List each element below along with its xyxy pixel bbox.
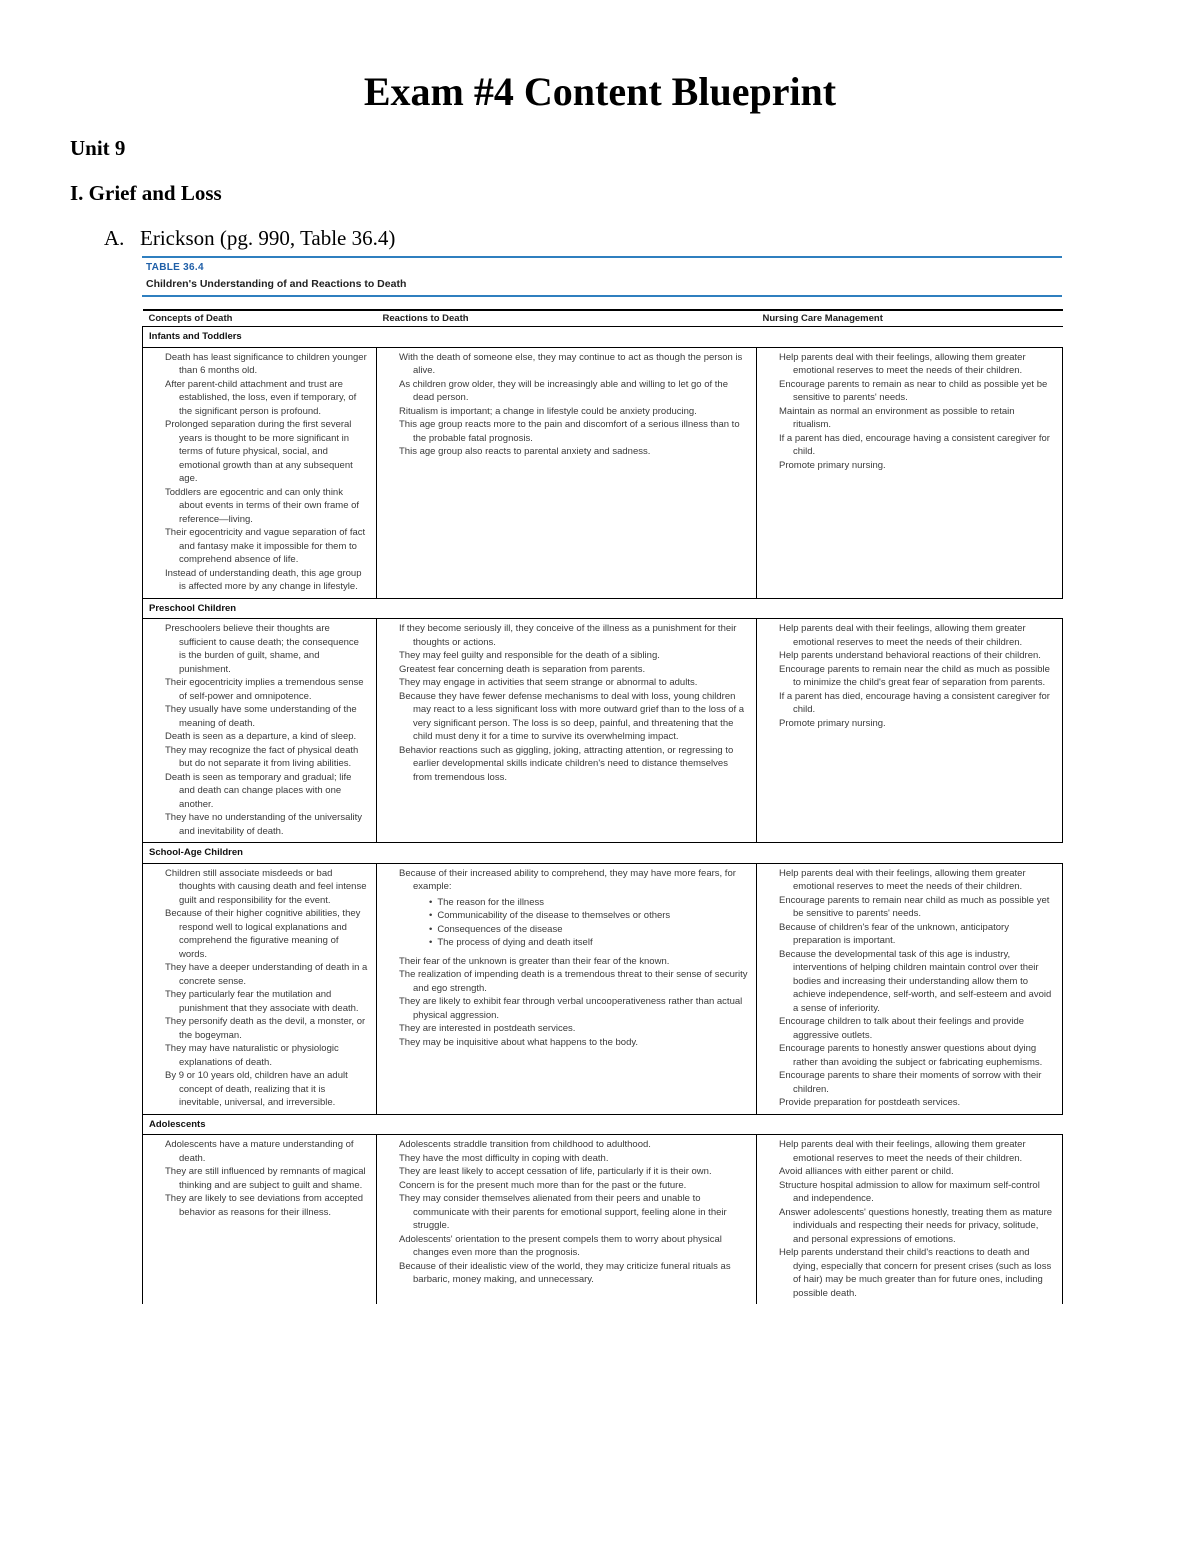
cell-text: Concern is for the present much more than for the past or the future. bbox=[399, 1179, 687, 1191]
cell-text: Preschoolers believe their thoughts are sufficient to cause death; the consequence is the burden of guilt, shame, and punishment. bbox=[165, 623, 359, 675]
cell-text: If a parent has died, encourage having a consistent caregiver for child. bbox=[779, 690, 1050, 715]
cell-text: Help parents understand behavioral reactions of their children. bbox=[779, 650, 1041, 661]
group-row-infants-and-toddlers bbox=[143, 327, 1063, 348]
cell-reactions bbox=[377, 619, 757, 843]
cell-text: Encourage parents to share their moments of sorrow with their children. bbox=[779, 1070, 1042, 1095]
cell-text: Toddlers are egocentric and can only think about events in terms of their own frame of reference—living. bbox=[165, 486, 360, 525]
document-title: Exam #4 Content Blueprint bbox=[363, 69, 837, 114]
cell-text: They usually have some understanding of the meaning of death. bbox=[165, 704, 357, 729]
cell-text: They are likely to see deviations from accepted behavior as reasons for their illness. bbox=[165, 1193, 364, 1218]
cell-text: Adolescents straddle transition from childhood to adulthood. bbox=[399, 1139, 651, 1150]
subsection-heading bbox=[104, 226, 395, 251]
cell-text: Instead of understanding death, this age group is affected more by any change in lifestyle. bbox=[165, 567, 362, 592]
cell-nursing bbox=[757, 619, 1063, 843]
cell-text: Answer adolescents' questions honestly, treating them as mature individuals and respecting their needs for privacy, solitude, and personal expressions of emotions. bbox=[779, 1206, 1053, 1245]
cell-text: Adolescents have a mature understanding of death. bbox=[165, 1139, 354, 1164]
cell-text: If a parent has died, encourage having a consistent caregiver for child. bbox=[779, 432, 1050, 457]
cell-nursing bbox=[757, 347, 1063, 598]
cell-text: They may feel guilty and responsible for the death of a sibling. bbox=[399, 650, 660, 661]
table-header-block bbox=[142, 256, 1062, 297]
group-row-adolescents bbox=[143, 1114, 1063, 1135]
cell-reactions bbox=[377, 347, 757, 598]
cell-text: Help parents deal with their feelings, allowing them greater emotional reserves to meet the needs of their children. bbox=[779, 1139, 1026, 1164]
cell-text: Encourage parents to honestly answer questions about dying rather than avoiding the subject or fabricating euphemisms. bbox=[779, 1043, 1043, 1068]
cell-text: This age group reacts more to the pain and discomfort of a serious illness than to the probable fatal prognosis. bbox=[399, 419, 740, 444]
cell-text: They have the most difficulty in coping with death. bbox=[399, 1152, 609, 1164]
cell-text: Behavior reactions such as giggling, joking, attracting attention, or regressing to earlier developmental skills indicate children's need to distance themselves from tremendous loss. bbox=[399, 744, 734, 783]
cell-reactions bbox=[377, 1135, 757, 1305]
table-label: TABLE 36.4 bbox=[146, 262, 204, 273]
cell-text: Ritualism is important; a change in lifestyle could be anxiety producing. bbox=[399, 405, 697, 417]
subsection-text: Erickson (pg. 990, Table 36.4) bbox=[140, 226, 396, 250]
cell-nursing bbox=[757, 1135, 1063, 1305]
cell-text: Because the developmental task of this age is industry, interventions of helping children maintain control over their bodies and increasing their understanding allow them to achieve independence, self-worth, and self-esteem and avoid a sense of inferiority. bbox=[779, 948, 1052, 1014]
cell-text: They are likely to exhibit fear through verbal uncooperativeness rather than actual physical aggression. bbox=[399, 996, 743, 1021]
cell-text: They are interested in postdeath services. bbox=[399, 1023, 576, 1034]
bullet-item: • The process of dying and death itself bbox=[429, 936, 748, 950]
subsection-marker: A. bbox=[104, 226, 125, 250]
cell-text: Help parents deal with their feelings, allowing them greater emotional reserves to meet the needs of their children. bbox=[779, 623, 1026, 648]
cell-text: Because of children's fear of the unknown, anticipatory preparation is important. bbox=[779, 921, 1009, 946]
cell-text: Encourage parents to remain near child as much as possible yet be sensitive to parents' needs. bbox=[779, 894, 1050, 919]
cell-text: This age group also reacts to parental anxiety and sadness. bbox=[399, 446, 651, 457]
cell-text: Promote primary nursing. bbox=[779, 717, 886, 729]
group-label: Infants and Toddlers bbox=[143, 327, 1063, 348]
table-row bbox=[143, 1135, 1063, 1305]
group-row-school-age-children bbox=[143, 843, 1063, 864]
cell-text: They may have naturalistic or physiologic explanations of death. bbox=[165, 1043, 339, 1068]
group-label: Preschool Children bbox=[143, 598, 1063, 619]
cell-text: Because of their higher cognitive abilities, they respond well to logical explanations and comprehend the figurative meaning of words. bbox=[165, 908, 361, 960]
table-header-row bbox=[143, 310, 1063, 327]
bullet-item: • Communicability of the disease to themselves or others bbox=[429, 909, 748, 923]
bullet-item: • Consequences of the disease bbox=[429, 923, 748, 937]
bullet-list bbox=[429, 896, 748, 950]
cell-text: Their egocentricity implies a tremendous sense of self-power and omnipotence. bbox=[165, 677, 364, 702]
cell-nursing bbox=[757, 863, 1063, 1114]
cell-concepts bbox=[143, 347, 377, 598]
cell-text: Help parents deal with their feelings, allowing them greater emotional reserves to meet the needs of their children. bbox=[779, 867, 1026, 892]
cell-text: Because of their increased ability to comprehend, they may have more fears, for example: bbox=[399, 867, 736, 892]
cell-text: With the death of someone else, they may continue to act as though the person is alive. bbox=[399, 351, 743, 376]
table-caption: Children's Understanding of and Reactions to Death bbox=[146, 278, 407, 290]
cell-text: They are still influenced by remnants of magical thinking and are subject to guilt and shame. bbox=[165, 1166, 366, 1191]
cell-text: By 9 or 10 years old, children have an adult concept of death, realizing that it is inevitable, universal, and irreversible. bbox=[165, 1070, 348, 1108]
cell-text: Encourage children to talk about their feelings and provide aggressive outlets. bbox=[779, 1016, 1025, 1041]
table-row bbox=[143, 347, 1063, 598]
column-header-reactions: Reactions to Death bbox=[377, 310, 757, 327]
cell-concepts bbox=[143, 619, 377, 843]
cell-text: Avoid alliances with either parent or child. bbox=[779, 1166, 954, 1177]
cell-concepts bbox=[143, 1135, 377, 1305]
cell-text: Death is seen as temporary and gradual; life and death can change places with one another. bbox=[165, 771, 352, 810]
cell-text: They have a deeper understanding of death in a concrete sense. bbox=[165, 962, 368, 987]
cell-text: Greatest fear concerning death is separation from parents. bbox=[399, 663, 646, 675]
table-body bbox=[143, 327, 1063, 1305]
cell-text: Promote primary nursing. bbox=[779, 459, 886, 471]
cell-text: They may consider themselves alienated from their peers and unable to communicate with their parents for emotional support, feeling alone in their struggle. bbox=[399, 1193, 727, 1231]
cell-text: Because of their idealistic view of the world, they may criticize funeral rituals as barbaric, money making, and unnecessary. bbox=[399, 1260, 731, 1285]
cell-text: Help parents understand their child's reactions to death and dying, especially that concern for present crises (such as loss of hair) may be much greater than for future ones, including possible death. bbox=[779, 1247, 1052, 1299]
cell-text: Adolescents' orientation to the present compels them to worry about physical changes even more than the prognosis. bbox=[399, 1233, 722, 1258]
group-row-preschool-children bbox=[143, 598, 1063, 619]
cell-text: As children grow older, they will be increasingly able and willing to let go of the dead person. bbox=[399, 378, 728, 403]
cell-text: Their egocentricity and vague separation of fact and fantasy make it impossible for them to comprehend absence of life. bbox=[165, 527, 366, 565]
group-label: School-Age Children bbox=[143, 843, 1063, 864]
cell-text: Maintain as normal an environment as possible to retain ritualism. bbox=[779, 405, 1015, 430]
cell-text: Death is seen as a departure, a kind of sleep. bbox=[165, 731, 357, 742]
cell-text: They particularly fear the mutilation and punishment that they associate with death. bbox=[165, 989, 359, 1014]
cell-text: If they become seriously ill, they conceive of the illness as a punishment for their thoughts or actions. bbox=[399, 623, 737, 648]
cell-text: Death has least significance to children younger than 6 months old. bbox=[165, 351, 367, 376]
table-row bbox=[143, 863, 1063, 1114]
cell-text: After parent-child attachment and trust are established, the loss, even if temporary, of the significant person is profound. bbox=[165, 378, 357, 417]
cell-text: Help parents deal with their feelings, allowing them greater emotional reserves to meet the needs of their children. bbox=[779, 351, 1026, 376]
cell-text: Prolonged separation during the first several years is thought to be more significant in terms of future physical, social, and emotional growth than at any subsequent age. bbox=[165, 419, 353, 484]
cell-text: They are least likely to accept cessation of life, particularly if it is their own. bbox=[399, 1166, 712, 1177]
cell-text: Encourage parents to remain near the child as much as possible to minimize the child's great fear of separation from parents. bbox=[779, 663, 1050, 688]
cell-text: They may be inquisitive about what happens to the body. bbox=[399, 1036, 639, 1048]
group-label: Adolescents bbox=[143, 1114, 1063, 1135]
unit-heading: Unit 9 bbox=[70, 136, 126, 160]
column-header-concepts: Concepts of Death bbox=[143, 310, 377, 327]
death-reactions-table bbox=[142, 309, 1063, 1304]
section-heading: I. Grief and Loss bbox=[70, 181, 222, 205]
bullet-item: • The reason for the illness bbox=[429, 896, 748, 910]
cell-text: Because they have fewer defense mechanisms to deal with loss, young children may react to a less significant loss with more outward grief than to the loss of a very significant person. The loss is so deep, painful, and threatening that the child must deny it for a time to survive its overwhelming impact. bbox=[399, 690, 745, 742]
cell-reactions bbox=[377, 863, 757, 1114]
cell-text: Provide preparation for postdeath services. bbox=[779, 1097, 961, 1108]
cell-text: Children still associate misdeeds or bad thoughts with causing death and feel intense guilt and responsibility for the event. bbox=[165, 867, 367, 906]
cell-text: They may recognize the fact of physical death but do not separate it from living abilities. bbox=[165, 744, 359, 769]
table-row bbox=[143, 619, 1063, 843]
cell-text: Their fear of the unknown is greater than their fear of the known. bbox=[399, 955, 670, 967]
cell-text: They may engage in activities that seem strange or abnormal to adults. bbox=[399, 677, 698, 688]
cell-text: They have no understanding of the universality and inevitability of death. bbox=[165, 812, 362, 837]
cell-text: Structure hospital admission to allow for maximum self-control and independence. bbox=[779, 1179, 1040, 1204]
cell-text: Encourage parents to remain as near to child as possible yet be sensitive to parents' needs. bbox=[779, 378, 1048, 403]
column-header-nursing: Nursing Care Management bbox=[757, 310, 1063, 327]
table-36-4 bbox=[142, 256, 1062, 1304]
cell-text: The realization of impending death is a tremendous threat to their sense of security and ego strength. bbox=[399, 969, 748, 994]
cell-text: They personify death as the devil, a monster, or the bogeyman. bbox=[165, 1016, 366, 1041]
cell-concepts bbox=[143, 863, 377, 1114]
